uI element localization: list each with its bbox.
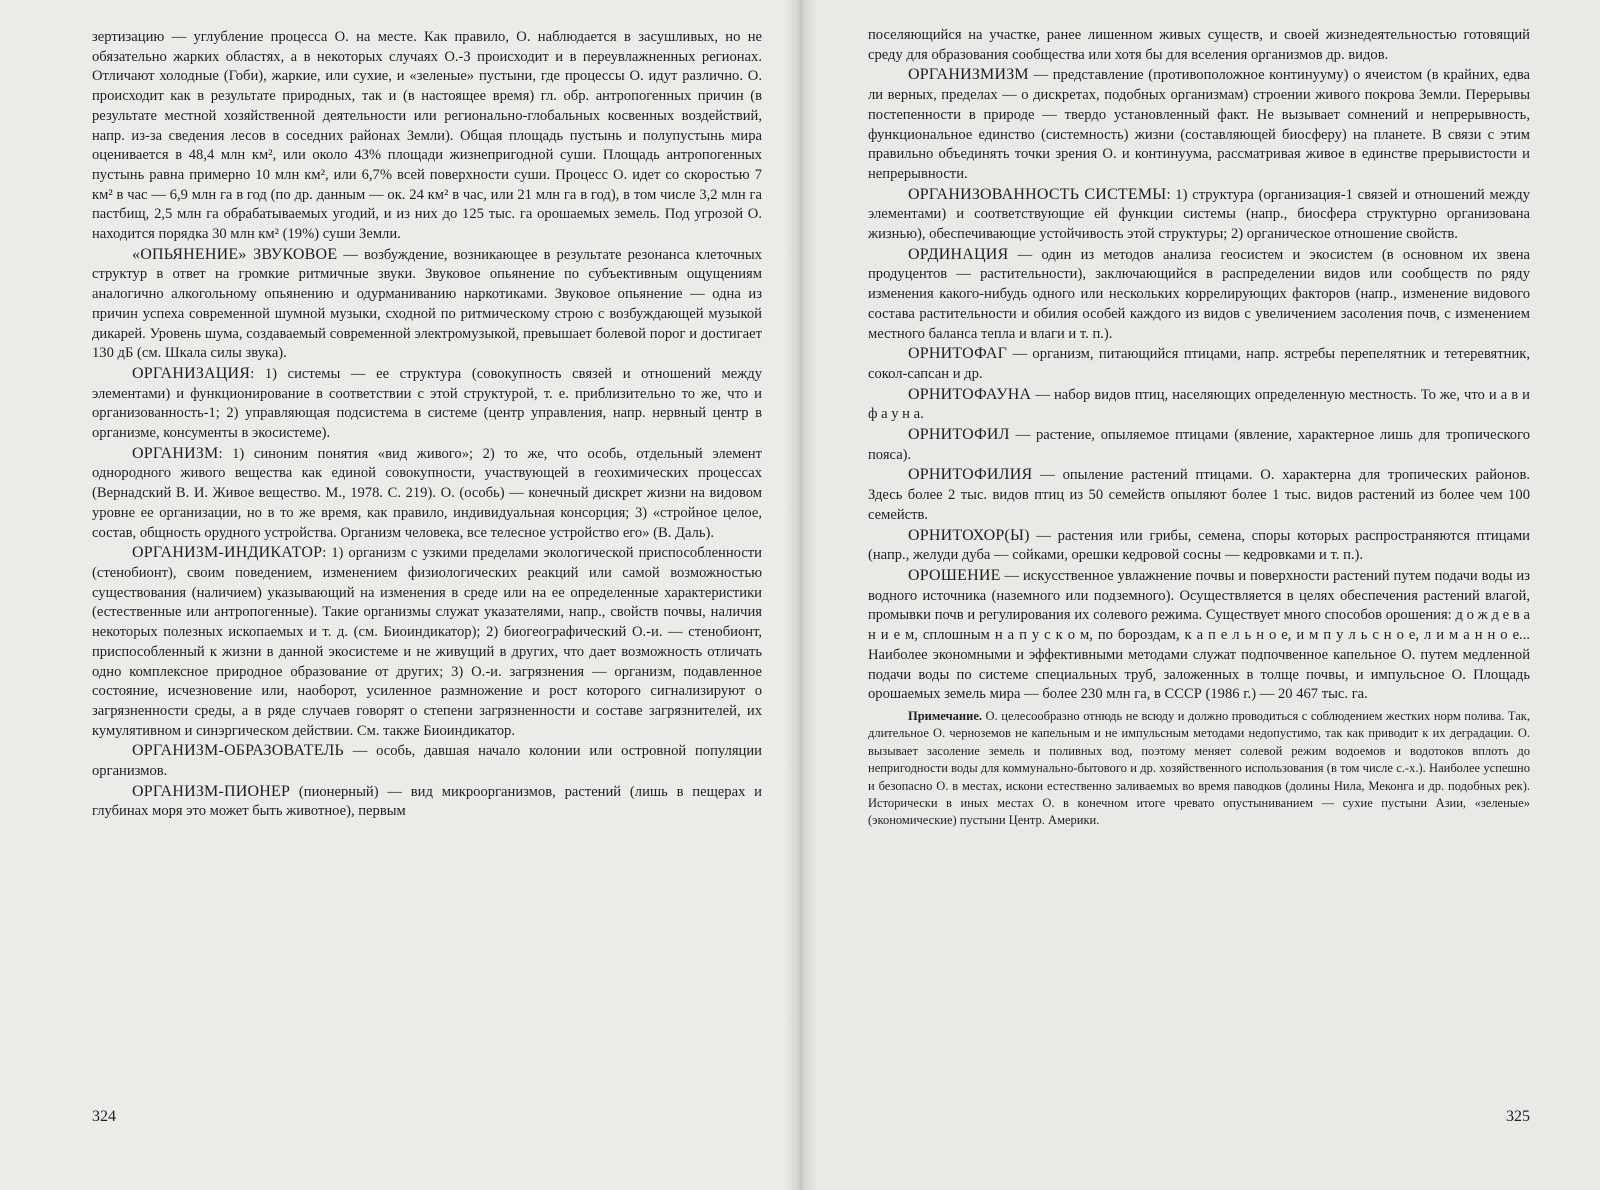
entry-ornitofil [868, 425, 1530, 465]
entry-ordinatsiya [868, 245, 1530, 345]
entry-definition: (пионерный) — вид микроорганизмов, растений (лишь в пещерах и глубинах моря это может быть животное), первым [92, 783, 762, 820]
entry-definition: : 1) организм с узкими пределами экологической приспособленности (стенобионт), своим поведением, изменением физиологических реакций или самой возможностью существования (наличием) указывающий на изменения в среде или на ее определенные характеристики (естественные или антропогенные). Такие организмы служат указателями, напр., свойств почвы, наличия некоторых полезных ископаемых и т. д. (см. Биоиндикатор); 2) биогеографический О.-и. — стенобионт, приспособленный к жизни в данной экосистеме и не живущий в других, что дает возможность отличать одно комплексное природное образование от других; 3) О.-и. загрязнения — организм, подавленное состояние, исчезновение или, наоборот, усиленное размножение и рост которого сигнализируют о загрязненности среды, а в ряде случаев говорят о степени загрязненности и составе загрязнителей, их кумулятивном и синэргическом действии. См. также Биоиндикатор. [92, 545, 762, 739]
entry-ornitofauna [868, 385, 1530, 425]
entry-definition: : 1) системы — ее структура (совокупность связей и отношений между элементами) и функционирование в соответствии с этой структурой, т. е. приблизительно то же, что и организованность-1; 2) управляющая подсистема в системе (центр управления, напр. нервный центр в организме, консументы в экосистеме). [92, 365, 762, 442]
entry-definition: — организм, питающийся птицами, напр. ястребы перепелятник и тетеревятник, сокол-сапсан и др. [868, 346, 1530, 382]
footnote [868, 708, 1530, 830]
entry-term: ОРНИТОФИЛ [908, 426, 1010, 444]
entry-term: ОРГАНИЗМ-ОБРАЗОВАТЕЛЬ [132, 742, 344, 760]
entry-definition: — возбуждение, возникающее в результате резонанса клеточных структур в ответ на громкие ритмичные звуки. Звуковое опьянение по субъективным ощущениям аналогично алкогольному опьянению и одурманиванию наркотиками. Звуковое опьянение — одна из причин успеха современной шумной музыки, сходной по ритмическому строю с возбуждающей музыкой дикарей. Уровень шума, создаваемый современной электромузыкой, превышает болевой порог и достигает 130 дБ (см. Шкала силы звука). [92, 246, 763, 362]
entry-definition: — растение, опыляемое птицами (явление, характерное лишь для тропического пояса). [868, 427, 1530, 463]
entry-ornitofiliya [868, 465, 1530, 525]
page-number: 325 [1506, 1108, 1530, 1125]
entry-term: ОРГАНИЗОВАННОСТЬ СИСТЕМЫ [908, 185, 1167, 203]
note-label: Примечание. [908, 708, 983, 723]
entry-definition: — представление (противоположное континууму) о ячеистом (в крайних, едва ли верных, пределах — о дискретах, подобных организмам) строении живого покрова Земли. Перерывы постепенности в природе — твердо установленный факт. Не вызывает сомнений и непрерывность, функциональное единство (системность) жизни (составляющей биосферу) на планете. В связи с этим правильно объединять точки зрения О. и континуума, рассматривая живое в единстве прерывистости и непрерывности. [868, 67, 1530, 182]
paragraph-organizm-pioner-end: поселяющийся на участке, ранее лишенном живых существ, и своей жизнедеятельностью готовящий среду для образования сообщества или хотя бы для вселения организмов др. видов. [868, 27, 1530, 63]
entry-organizm-indikator [92, 543, 762, 741]
entry-organizmizm [868, 65, 1530, 184]
book-gutter-shadow [784, 0, 818, 1190]
entry-definition: — растения или грибы, семена, споры которых распространяются птицами (напр., желуди дуба — сойками, орешки кедровой сосны — кедровками и т. п.). [868, 527, 1530, 564]
entry-term: ОРНИТОХОР(Ы) [908, 526, 1030, 544]
entry-term: ОРОШЕНИЕ [908, 566, 1001, 584]
entry-ornitokhory [868, 526, 1530, 566]
entry-organizatsiya [92, 364, 762, 444]
entry-term: ОРГАНИЗМИЗМ [908, 66, 1029, 84]
entry-definition: — один из методов анализа геосистем и экосистем (в основном их звена продуцентов — растительности), заключающийся в распределении видов или сообществ по ряду изменения какого-нибудь одного или нескольких коррелирующих факторов (напр., изменение видового состава растительности и обилия особей каждого из видов с увеличением засоления почв, с изменением местного баланса тепла и влаги и т. п.). [868, 246, 1530, 342]
entry-term: ОРГАНИЗМ-ПИОНЕР [132, 782, 291, 800]
entry-term: ОРНИТОФИЛИЯ [908, 466, 1033, 484]
entry-ornitofag [868, 344, 1530, 384]
entry-organizm-obrazovatel [92, 741, 762, 781]
entry-definition: — особь, давшая начало колонии или островной популяции организмов. [92, 743, 762, 780]
entry-organizm [92, 444, 762, 544]
entry-organizm-pioner [92, 782, 762, 822]
entry-term: ОРГАНИЗМ-ИНДИКАТОР [132, 544, 323, 562]
entry-term: «ОПЬЯНЕНИЕ» ЗВУКОВОЕ [132, 245, 338, 263]
entry-term: ОРНИТОФАГ [908, 345, 1008, 363]
page-number: 324 [92, 1108, 116, 1125]
entry-term: ОРГАНИЗМ [132, 444, 219, 462]
entry-oroshenie [868, 566, 1530, 705]
right-page [800, 0, 1600, 1190]
entry-organizovannost-sistemy [868, 185, 1530, 245]
entry-term: ОРДИНАЦИЯ [908, 245, 1009, 263]
entry-term: ОРНИТОФАУНА [908, 385, 1032, 403]
entry-opyanenie-zvukovoe [92, 245, 762, 364]
entry-term: ОРГАНИЗАЦИЯ [132, 364, 251, 382]
entry-definition: : 1) структура (организация-1 связей и отношений между элементами) и соответствующие ей функции системы (напр., биосфера структурно организована жизнью), обеспечивающие устойчивость этой структуры; 2) органическое отношение свойств. [868, 186, 1530, 243]
paragraph-opustynivanie-end: зертизацию — углубление процесса О. на месте. Как правило, О. наблюдается в засушливых, но не обязательно жарких областях, а в некоторых случаях О.-З происходит и в переувлажненных регионах. Отличают холодные (Гоби), жаркие, или сухие, и «зеленые» пустыни, где процессы О. идут различно. О. происходит как в результате природных, так и (в настоящее время) гл. обр. антропогенных причин (в результате местной хозяйственной деятельности или регионально-глобальных косвенных воздействий, напр. из-за сведения лесов в соседних районах Земли). Общая площадь пустынь и полупустынь мира оценивается в 48,4 млн км², или около 43% площади жизнепригодной суши. Площадь антропогенных пустынь равна примерно 10 млн км², или 6,7% всей поверхности суши. Процесс О. идет со скоростью 7 км² в час — 6,9 млн га в год (по др. данным — ок. 24 км² в час, или 21 млн га в год), в том числе 3,2 млн га пастбищ, 2,5 млн га обрабатываемых угодий, и из них до 125 тыс. га орошаемых земель. Под угрозой О. находится порядка 30 млн км² (19%) суши Земли. [92, 29, 762, 243]
entry-definition: : 1) синоним понятия «вид живого»; 2) то же, что особь, отдельный элемент однородного живого вещества как единой совокупности, участвующей в геохимических процессах (Вернадский В. И. Живое вещество. М., 1978. С. 219). О. (особь) — конечный дискрет жизни на видовом уровне ее организации, но в то же время, как правило, индивидуальная консорция; 3) «стройное целое, состав, общность орудного устройства. Организм человека, все телесное устройство его» (В. Даль). [92, 445, 762, 541]
entry-definition: — опыление растений птицами. О. характерна для тропических районов. Здесь более 2 тыс. видов птиц из 50 семейств опыляют более 1 тыс. видов растений из более чем 100 семейств. [868, 467, 1530, 523]
note-text: О. целесообразно отнюдь не всюду и должно проводиться с соблюдением жестких норм полива. Так, длительное О. черноземов не капельным и не импульсным методами недопустимо, так как приводит к их деградации. О. вызывает засоление земель и поливных вод, поэтому меняет солевой режим водоемов и водотоков вплоть до непригодности воды для коммунально-бытового и др. хозяйственного использования (в том числе с.-х.). Наиболее успешно и безопасно О. в местах, искони естественно заливаемых во время паводков (долины Нила, Меконга и др. подобных рек). Исторически в иных местах О. в конечном итоге чревато опустыниванием — сухие пустыни Азии, «зеленые» (экономические) пустыни Центр. Америки. [868, 708, 1530, 828]
entry-definition: — искусственное увлажнение почвы и поверхности растений путем подачи воды из водного источника (наземного или подземного). Осуществляется в целях обеспечения растений влагой, промывки почв и регулирования их солевого режима. Существует много способов орошения: д о ж д е в а н и е м, сплошным н а п у с к о м, по бороздам, к а п е л ь н о е, и м п у л ь с н о е, л и м а н н о е... Наиболее экономными и эффективными методами служат подпочвенное капельное О. путем медленной подачи воды по системе специальных труб, заложенных в толще почвы, и импульсное О. Площадь орошаемых земель мира — более 230 млн га, в СССР (1986 г.) — 20 467 тыс. га. [868, 567, 1530, 703]
entry-definition: — набор видов птиц, населяющих определенную местность. То же, что и а в и ф а у н а. [868, 386, 1530, 423]
